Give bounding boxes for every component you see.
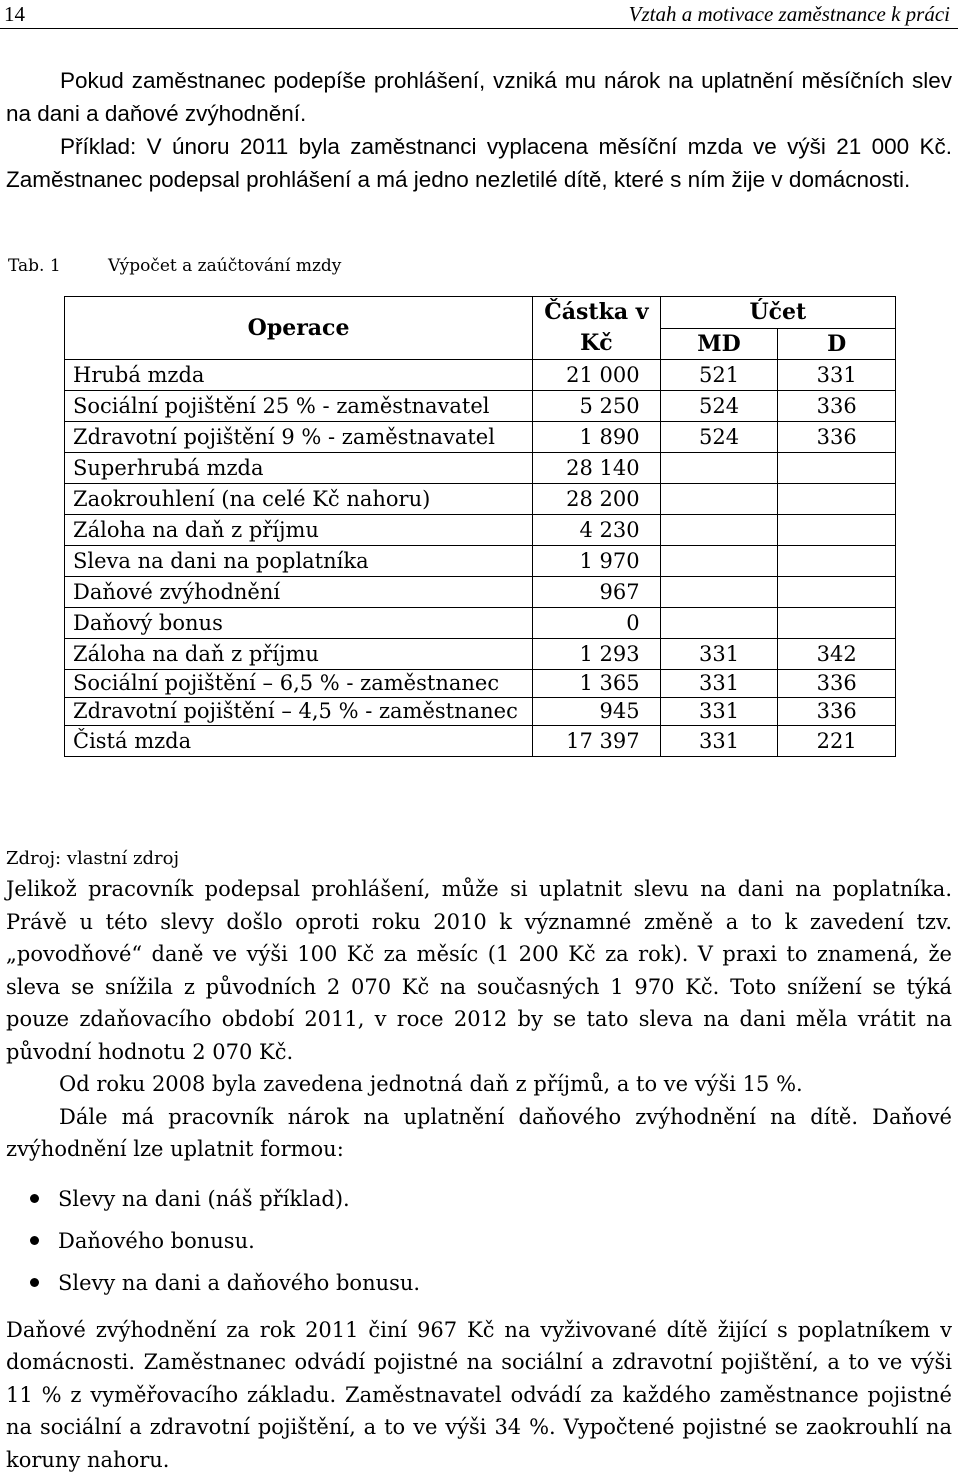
cell-md: 524 — [660, 422, 778, 453]
cell-md — [660, 546, 778, 577]
table-row — [65, 577, 896, 608]
list-item: Daňového bonusu. — [58, 1220, 952, 1262]
cell-d: 342 — [778, 639, 896, 670]
cell-amount: 945 — [533, 698, 660, 726]
header-operace: Operace — [65, 297, 533, 360]
cell-d — [778, 577, 896, 608]
cell-operation: Záloha na daň z příjmu — [65, 639, 533, 670]
cell-d: 336 — [778, 391, 896, 422]
table-row — [65, 360, 896, 391]
header-ucet: Účet — [660, 297, 895, 329]
cell-d — [778, 484, 896, 515]
intro-section — [6, 64, 952, 196]
table-row — [65, 546, 896, 577]
cell-d — [778, 515, 896, 546]
cell-amount: 0 — [533, 608, 660, 639]
cell-amount: 17 397 — [533, 726, 660, 757]
cell-d: 336 — [778, 698, 896, 726]
cell-operation: Daňový bonus — [65, 608, 533, 639]
header-d: D — [778, 329, 896, 360]
table-row — [65, 608, 896, 639]
table-row — [65, 639, 896, 670]
running-title: Vztah a motivace zaměstnance k práci — [629, 2, 950, 27]
payroll-table — [64, 296, 896, 757]
cell-d — [778, 453, 896, 484]
body-paragraph-2: Od roku 2008 byla zavedena jednotná daň z příjmů, a to ve výši 15 %. — [6, 1068, 952, 1101]
cell-md — [660, 453, 778, 484]
table-row — [65, 726, 896, 757]
cell-amount: 1 970 — [533, 546, 660, 577]
cell-md: 331 — [660, 670, 778, 698]
table-row — [65, 422, 896, 453]
cell-amount: 5 250 — [533, 391, 660, 422]
cell-operation: Sociální pojištění 25 % - zaměstnavatel — [65, 391, 533, 422]
table-source: Zdroj: vlastní zdroj — [6, 848, 179, 869]
cell-d — [778, 546, 896, 577]
table-title: Výpočet a zaúčtování mzdy — [108, 256, 341, 276]
table-row — [65, 484, 896, 515]
list-item: Slevy na dani (náš příklad). — [58, 1178, 952, 1220]
table-label: Tab. 1 — [8, 256, 108, 276]
cell-amount: 1 293 — [533, 639, 660, 670]
table-row — [65, 391, 896, 422]
cell-operation: Sleva na dani na poplatníka — [65, 546, 533, 577]
table-row — [65, 670, 896, 698]
cell-md: 331 — [660, 639, 778, 670]
cell-operation: Daňové zvýhodnění — [65, 577, 533, 608]
cell-operation: Superhrubá mzda — [65, 453, 533, 484]
cell-d — [778, 608, 896, 639]
cell-amount: 1 890 — [533, 422, 660, 453]
cell-md: 331 — [660, 726, 778, 757]
cell-amount: 1 365 — [533, 670, 660, 698]
table-caption — [8, 256, 341, 276]
cell-md: 524 — [660, 391, 778, 422]
cell-operation: Sociální pojištění – 6,5 % - zaměstnanec — [65, 670, 533, 698]
cell-d: 331 — [778, 360, 896, 391]
table-header-row — [65, 297, 896, 329]
cell-operation: Zdravotní pojištění – 4,5 % - zaměstnanec — [65, 698, 533, 726]
cell-amount: 967 — [533, 577, 660, 608]
bullet-list — [6, 1178, 952, 1304]
cell-md — [660, 608, 778, 639]
cell-d: 336 — [778, 422, 896, 453]
table-row — [65, 698, 896, 726]
cell-md — [660, 515, 778, 546]
cell-operation: Záloha na daň z příjmu — [65, 515, 533, 546]
header-castka: Částka v Kč — [533, 297, 660, 360]
cell-md: 521 — [660, 360, 778, 391]
list-item: Slevy na dani a daňového bonusu. — [58, 1262, 952, 1304]
cell-amount: 21 000 — [533, 360, 660, 391]
body-paragraph-4: Daňové zvýhodnění za rok 2011 činí 967 Kč na vyživované dítě žijící s poplatníkem v domácnosti. Zaměstnanec odvádí pojistné na sociální a zdravotní pojištění, a to ve výši 11 % z vyměřovacího základu. Zaměstnavatel odvádí za každého zaměstnance pojistné na sociální a zdravotní pojištění, a to ve výši 34 %. Vypočtené pojistné se zaokrouhlí na koruny nahoru. — [6, 1314, 952, 1476]
cell-amount: 4 230 — [533, 515, 660, 546]
header-md: MD — [660, 329, 778, 360]
body-text — [6, 873, 952, 1476]
cell-md — [660, 577, 778, 608]
table-row — [65, 453, 896, 484]
cell-d: 336 — [778, 670, 896, 698]
intro-paragraph-1: Pokud zaměstnanec podepíše prohlášení, vzniká mu nárok na uplatnění měsíčních slev na dani a daňové zvýhodnění. — [6, 64, 952, 130]
cell-operation: Zaokrouhlení (na celé Kč nahoru) — [65, 484, 533, 515]
cell-operation: Čistá mzda — [65, 726, 533, 757]
cell-operation: Zdravotní pojištění 9 % - zaměstnavatel — [65, 422, 533, 453]
body-paragraph-1: Jelikož pracovník podepsal prohlášení, může si uplatnit slevu na dani na poplatníka. Právě u této slevy došlo oproti roku 2010 k významné změně a to k zavedení tzv. „povodňové“ daně ve výši 100 Kč za měsíc (1 200 Kč za rok). V praxi to znamená, že sleva se snížila z původních 2 070 Kč na současných 1 970 Kč. Toto snížení se týká pouze zdaňovacího období 2011, v roce 2012 by se tato sleva na dani měla vrátit na původní hodnotu 2 070 Kč. — [6, 873, 952, 1068]
cell-d: 221 — [778, 726, 896, 757]
cell-amount: 28 200 — [533, 484, 660, 515]
table-row — [65, 515, 896, 546]
body-paragraph-3: Dále má pracovník nárok na uplatnění daňového zvýhodnění na dítě. Daňové zvýhodnění lze uplatnit formou: — [6, 1101, 952, 1166]
cell-amount: 28 140 — [533, 453, 660, 484]
intro-paragraph-2: Příklad: V únoru 2011 byla zaměstnanci vyplacena měsíční mzda ve výši 21 000 Kč. Zaměstnanec podepsal prohlášení a má jedno nezletilé dítě, které s ním žije v domácnosti. — [6, 130, 952, 196]
cell-operation: Hrubá mzda — [65, 360, 533, 391]
page-number: 14 — [4, 2, 25, 27]
cell-md: 331 — [660, 698, 778, 726]
page-header — [0, 0, 958, 29]
cell-md — [660, 484, 778, 515]
